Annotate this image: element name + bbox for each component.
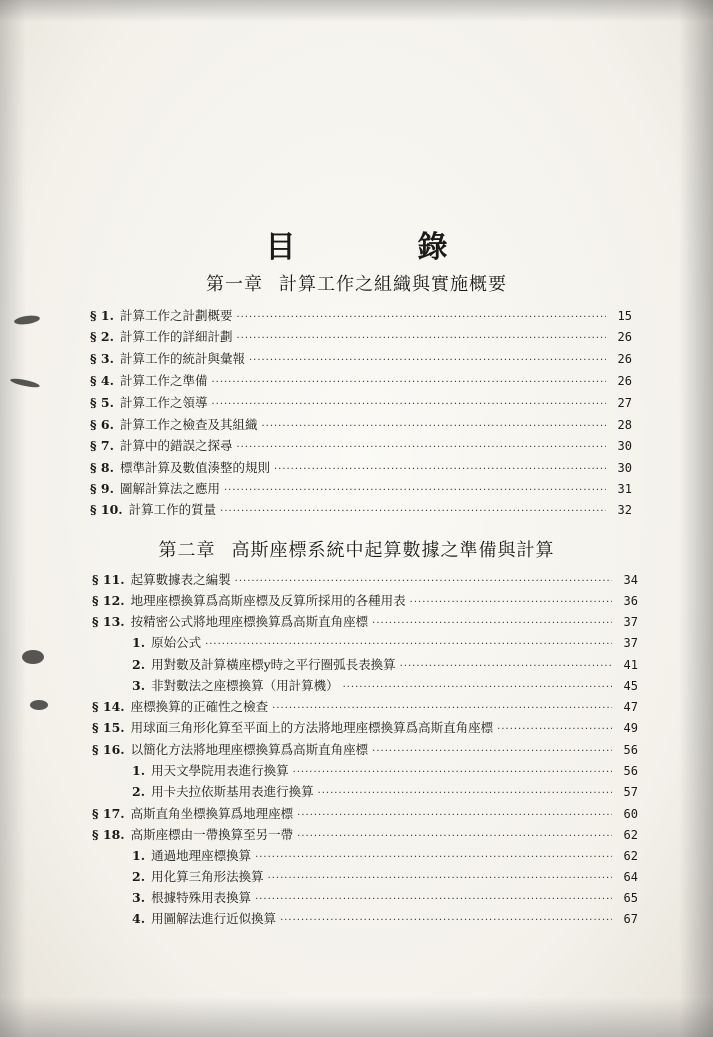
dot-leader [272, 703, 612, 714]
chapter-2-number: 第二章 [158, 540, 216, 561]
ink-smudge [30, 700, 48, 710]
toc-subentry[interactable] [132, 846, 638, 866]
entry-title: 高斯座標由一帶換算至另一帶 [130, 827, 294, 842]
page-number: 32 [617, 503, 632, 517]
page-number: 67 [623, 912, 638, 926]
entry-title: 座標換算的正確性之檢查 [130, 699, 269, 714]
dot-leader [235, 576, 612, 587]
section-number: § 5. [90, 395, 114, 410]
page-number: 15 [617, 309, 632, 323]
subsection-number: 2. [132, 869, 146, 884]
dot-leader [372, 618, 612, 629]
page-number: 64 [623, 870, 638, 884]
page-title: 目 錄 [265, 230, 494, 265]
page-number: 62 [623, 828, 638, 842]
subsection-number: 3. [132, 678, 146, 693]
toc-entry[interactable] [90, 458, 632, 478]
toc-entry[interactable] [90, 393, 632, 413]
entry-title: 用對數及計算橫座標y時之平行圈弧長表換算 [151, 657, 396, 672]
subsection-number: 1. [132, 763, 146, 778]
section-number: § 8. [90, 460, 114, 475]
section-number: § 1. [90, 308, 114, 323]
entry-title: 計算工作的質量 [128, 502, 217, 517]
dot-leader [205, 639, 612, 650]
page-number: 37 [623, 636, 638, 650]
page-number: 41 [623, 658, 638, 672]
chapter-2-heading [0, 536, 713, 562]
toc-subentry[interactable] [132, 888, 638, 908]
toc-entry[interactable] [92, 591, 638, 611]
dot-leader [255, 894, 612, 905]
dot-leader [255, 852, 612, 863]
section-number: § 12. [92, 593, 125, 608]
subsection-number: 2. [132, 784, 146, 799]
entry-title: 高斯直角坐標換算爲地理座標 [130, 806, 294, 821]
page-number: 49 [623, 721, 638, 735]
entry-title: 根據特殊用表換算 [151, 890, 252, 905]
section-number: § 6. [90, 417, 114, 432]
entry-title: 計算工作之準備 [119, 373, 208, 388]
dot-leader [318, 788, 612, 799]
chapter-2-title: 高斯座標系統中起算數據之準備與計算 [231, 540, 555, 561]
toc-entry[interactable] [92, 718, 638, 738]
subsection-number: 2. [132, 657, 146, 672]
page-number: 31 [617, 482, 632, 496]
dot-leader [274, 464, 606, 475]
toc-subentry[interactable] [132, 909, 638, 929]
section-number: § 13. [92, 614, 125, 629]
dot-leader [410, 597, 612, 608]
page-number: 56 [623, 743, 638, 757]
entry-title: 計算工作的詳細計劃 [119, 329, 233, 344]
page-edge-shadow-top [0, 0, 713, 22]
chapter-1-number: 第一章 [206, 274, 263, 295]
section-number: § 2. [90, 329, 114, 344]
ink-smudge [14, 314, 41, 326]
dot-leader [297, 831, 612, 842]
dot-leader [261, 421, 606, 432]
entry-title: 按精密公式將地理座標換算爲高斯直角座標 [130, 614, 369, 629]
dot-leader [236, 333, 606, 344]
entry-title: 非對數法之座標換算（用計算機） [151, 678, 339, 693]
toc-subentry[interactable] [132, 633, 638, 653]
toc-subentry[interactable] [132, 676, 638, 696]
entry-title: 用圖解法進行近似換算 [151, 911, 277, 926]
entry-title: 以簡化方法將地理座標換算爲高斯直角座標 [130, 742, 369, 757]
toc-entry[interactable] [90, 327, 632, 347]
dot-leader [343, 682, 612, 693]
section-number: § 11. [92, 572, 125, 587]
page-number: 34 [623, 573, 638, 587]
page-number: 30 [617, 461, 632, 475]
entry-title: 用卡夫拉依斯基用表進行換算 [151, 784, 314, 799]
page-number: 57 [623, 785, 638, 799]
section-number: § 17. [92, 806, 125, 821]
chapter-1-title: 計算工作之組織與實施概要 [279, 274, 507, 295]
page-number: 27 [617, 396, 632, 410]
entry-title: 用球面三角形化算至平面上的方法將地理座標換算爲高斯直角座標 [130, 720, 494, 735]
page-number: 56 [623, 764, 638, 778]
entry-title: 地理座標換算爲高斯座標及反算所採用的各種用表 [130, 593, 406, 608]
dot-leader [400, 661, 612, 672]
page-number: 62 [623, 849, 638, 863]
page-number: 60 [623, 807, 638, 821]
page-number: 47 [623, 700, 638, 714]
toc-entry[interactable] [92, 804, 638, 824]
toc-entry[interactable] [92, 570, 638, 590]
toc-subentry[interactable] [132, 782, 638, 802]
page-number: 45 [623, 679, 638, 693]
entry-title: 原始公式 [151, 635, 202, 650]
subsection-number: 4. [132, 911, 146, 926]
page-number: 65 [623, 891, 638, 905]
page-edge-shadow-right [679, 0, 713, 1037]
entry-title: 用天文學院用表進行換算 [151, 763, 289, 778]
section-number: § 15. [92, 720, 125, 735]
dot-leader [224, 485, 606, 496]
toc-entry[interactable] [90, 436, 632, 456]
page-number: 30 [617, 439, 632, 453]
entry-title: 計算工作之領導 [119, 395, 208, 410]
section-number: § 7. [90, 438, 114, 453]
toc-subentry[interactable] [132, 761, 638, 781]
entry-title: 計算工作之計劃概要 [119, 308, 233, 323]
toc-entry[interactable] [90, 479, 632, 499]
section-number: § 10. [90, 502, 123, 517]
dot-leader [280, 915, 612, 926]
entry-title: 通過地理座標換算 [151, 848, 252, 863]
page-number: 36 [623, 594, 638, 608]
dot-leader [249, 355, 606, 366]
page-number: 28 [617, 418, 632, 432]
toc-entry[interactable] [92, 697, 638, 717]
dot-leader [236, 442, 606, 453]
entry-title: 標準計算及數值湊整的規則 [119, 460, 270, 475]
toc-entry[interactable] [92, 612, 638, 632]
page-edge-shadow-bottom [0, 997, 713, 1037]
ink-smudge [22, 650, 44, 664]
page-number: 26 [617, 374, 632, 388]
subsection-number: 1. [132, 635, 146, 650]
toc-subentry[interactable] [132, 867, 638, 887]
entry-title: 計算工作之檢查及其組織 [119, 417, 258, 432]
dot-leader [297, 810, 612, 821]
toc-entry[interactable] [90, 500, 632, 520]
page-number: 37 [623, 615, 638, 629]
subsection-number: 1. [132, 848, 146, 863]
chapter-1-heading [0, 270, 713, 296]
dot-leader [220, 506, 606, 517]
subsection-number: 3. [132, 890, 146, 905]
toc-entry[interactable] [90, 306, 632, 326]
entry-title: 起算數據表之編製 [130, 572, 231, 587]
toc-entry[interactable] [90, 371, 632, 391]
ink-smudge [10, 377, 41, 389]
section-number: § 9. [90, 481, 114, 496]
entry-title: 用化算三角形法換算 [151, 869, 264, 884]
page-number: 26 [617, 330, 632, 344]
entry-title: 計算工作的統計與彙報 [119, 351, 245, 366]
page-number: 26 [617, 352, 632, 366]
section-number: § 3. [90, 351, 114, 366]
toc-entry[interactable] [92, 825, 638, 845]
dot-leader [293, 767, 612, 778]
toc-entry[interactable] [92, 740, 638, 760]
toc-subentry[interactable] [132, 655, 638, 675]
dot-leader [236, 312, 606, 323]
entry-title: 計算中的錯誤之探尋 [119, 438, 233, 453]
dot-leader [211, 377, 606, 388]
section-number: § 16. [92, 742, 125, 757]
toc-entry[interactable] [90, 349, 632, 369]
toc-entry[interactable] [90, 415, 632, 435]
section-number: § 14. [92, 699, 125, 714]
section-number: § 4. [90, 373, 114, 388]
entry-title: 圖解計算法之應用 [119, 481, 220, 496]
section-number: § 18. [92, 827, 125, 842]
dot-leader [211, 399, 606, 410]
dot-leader [268, 873, 612, 884]
page-edge-shadow-left [0, 0, 26, 1037]
dot-leader [372, 746, 612, 757]
dot-leader [497, 724, 612, 735]
